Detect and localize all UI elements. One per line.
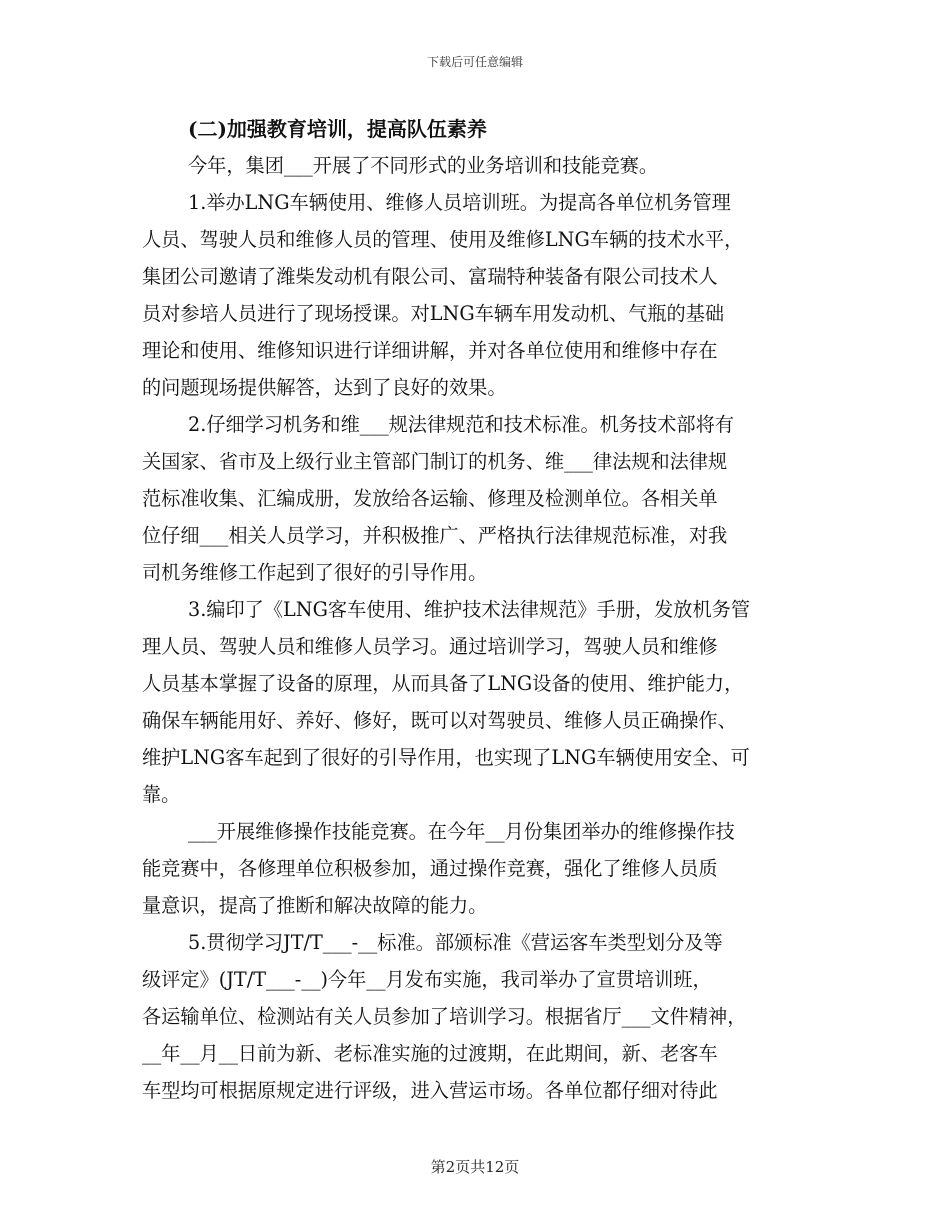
paragraph	[142, 924, 822, 1109]
text-line: 各运输单位、检测站有关人员参加了培训学习。根据省厅___文件精神，	[142, 1005, 747, 1028]
paragraph	[142, 591, 822, 813]
text-line: 靠。	[142, 783, 181, 806]
paragraph	[142, 184, 822, 406]
page-header: 下载后可任意编辑	[426, 55, 523, 69]
text-line: 人员、驾驶人员和维修人员的管理、使用及维修LNG车辆的技术水平，	[142, 228, 744, 251]
text-line: 能竞赛中，各修理单位积极参加，通过操作竞赛，强化了维修人员质	[142, 857, 718, 880]
text-line: 1.举办LNG车辆使用、维修人员培训班。为提高各单位机务管理	[188, 191, 731, 214]
text-line: 范标准收集、汇编成册，发放给各运输、修理及检测单位。各相关单	[142, 487, 718, 510]
text-line: 员对参培人员进行了现场授课。对LNG车辆车用发动机、气瓶的基础	[142, 302, 725, 325]
text-line: ___开展维修操作技能竞赛。在今年__月份集团举办的维修操作技	[188, 820, 735, 843]
text-line: 确保车辆能用好、养好、修好，既可以对驾驶员、维修人员正确操作、	[142, 709, 737, 732]
paragraph	[142, 147, 822, 184]
text-line: 车型均可根据原规定进行评级，进入营运市场。各单位都仔细对待此	[142, 1079, 718, 1102]
section-heading: (二)加强教育培训，提高队伍素养	[188, 117, 487, 141]
document-body	[142, 112, 822, 1109]
text-line: 今年，集团___开展了不同形式的业务培训和技能竞赛。	[188, 154, 659, 177]
text-line: 理论和使用、维修知识进行详细讲解，并对各单位使用和维修中存在	[142, 339, 718, 362]
text-line: __年__月__日前为新、老标准实施的过渡期，在此期间，新、老客车	[142, 1042, 718, 1065]
text-line: 的问题现场提供解答，达到了良好的效果。	[142, 376, 507, 399]
paragraph-list	[142, 147, 822, 1109]
text-line: 集团公司邀请了潍柴发动机有限公司、富瑞特种装备有限公司技术人	[142, 265, 718, 288]
text-line: 人员基本掌握了设备的原理，从而具备了LNG设备的使用、维护能力，	[142, 672, 744, 695]
text-line: 量意识，提高了推断和解决故障的能力。	[142, 894, 488, 917]
paragraph	[142, 813, 822, 924]
text-line: 3.编印了《LNG客车使用、维护技术法律规范》手册，发放机务管	[188, 598, 751, 621]
text-line: 5.贯彻学习JT/T___-__标准。部颁标准《营运客车类型划分及等	[188, 931, 723, 954]
text-line: 理人员、驾驶人员和维修人员学习。通过培训学习，驾驶人员和维修	[142, 635, 718, 658]
text-line: 级评定》(JT/T___-__)今年__月发布实施，我司举办了宣贯培训班，	[142, 968, 712, 991]
text-line: 2.仔细学习机务和维___规法律规范和技术标准。机务技术部将有	[188, 413, 734, 436]
text-line: 维护LNG客车起到了很好的引导作用，也实现了LNG车辆使用安全、可	[142, 746, 750, 769]
text-line: 司机务维修工作起到了很好的引导作用。	[142, 561, 488, 584]
page-footer: 第2页共12页	[430, 1158, 520, 1176]
text-line: 关国家、省市及上级行业主管部门制订的机务、维___律法规和法律规	[142, 450, 728, 473]
paragraph	[142, 406, 822, 591]
text-line: 位仔细___相关人员学习，并积极推广、严格执行法律规范标准，对我	[142, 524, 728, 547]
